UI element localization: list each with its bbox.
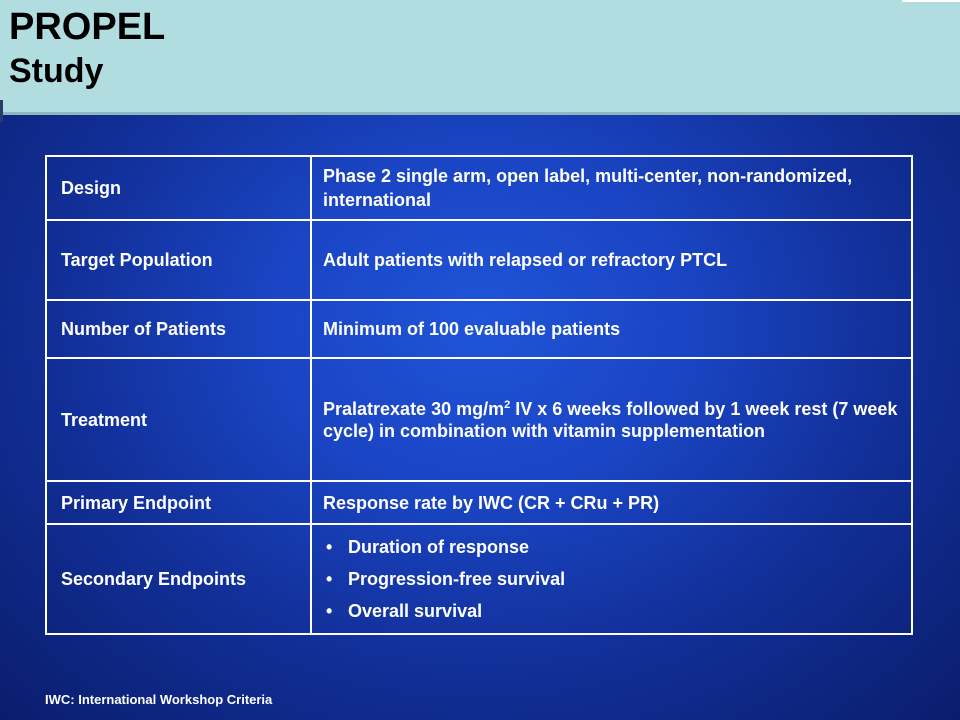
table-row-design [46,156,912,220]
table-row-secondary-endpoints [46,524,912,634]
slide-title-line-1: PROPEL [9,6,166,48]
title-bar-notch [902,0,960,2]
secondary-endpoints-label: Secondary Endpoints [46,524,311,634]
treatment-value [311,358,912,481]
secondary-endpoints-value [311,524,912,634]
treatment-value-superscript: 2 [504,398,511,411]
treatment-label: Treatment [46,358,311,481]
footnote: IWC: International Workshop Criteria [45,692,273,707]
table-row-primary-endpoint [46,481,912,524]
target-population-value: Adult patients with relapsed or refractory PTCL [311,220,912,300]
title-edge-mark [0,100,3,122]
design-label: Design [46,156,311,220]
study-table [45,155,913,635]
list-item: • Duration of response [323,531,899,563]
treatment-value-text-rest: IV x 6 weeks followed by 1 week rest (7 week cycle) in combination with vitamin supplementation [323,398,898,441]
number-of-patients-label: Number of Patients [46,300,311,358]
table-row-target-population [46,220,912,300]
slide-title-line-2: Study [9,52,104,90]
number-of-patients-value: Minimum of 100 evaluable patients [311,300,912,358]
list-item: • Progression-free survival [323,563,899,595]
secondary-endpoints-list [323,531,899,627]
target-population-label: Target Population [46,220,311,300]
list-item: • Overall survival [323,595,899,627]
title-divider [0,112,960,115]
table-row-number-of-patients [46,300,912,358]
slide-title [9,8,165,88]
table-row-treatment [46,358,912,481]
treatment-value-text: Pralatrexate 30 mg/m [323,398,505,419]
primary-endpoint-value: Response rate by IWC (CR + CRu + PR) [311,481,912,524]
design-value: Phase 2 single arm, open label, multi-center, non-randomized, international [311,156,912,220]
primary-endpoint-label: Primary Endpoint [46,481,311,524]
